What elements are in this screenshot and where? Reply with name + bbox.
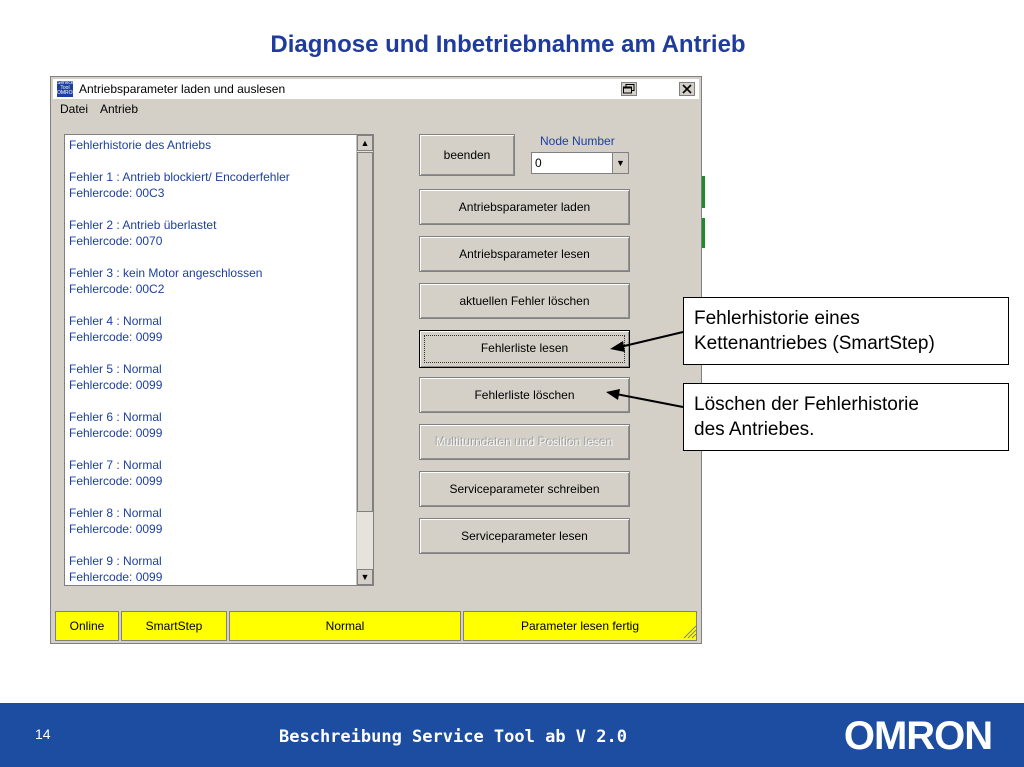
restore-window-icon: [623, 84, 635, 94]
list-scrollbar[interactable]: [356, 135, 373, 585]
slide-title: Diagnose und Inbetriebnahme am Antrieb: [270, 31, 746, 58]
list-item: [69, 345, 353, 361]
list-item: Fehlercode: 00C2: [69, 282, 165, 296]
resize-grip-icon[interactable]: [681, 623, 697, 639]
footer-text: Beschreibung Service Tool ab V 2.0: [279, 727, 627, 747]
status-online: Online: [55, 611, 119, 641]
node-number-select[interactable]: [531, 152, 629, 174]
fehlerliste-lesen-label: Fehlerliste lesen: [480, 341, 569, 355]
list-item: [69, 249, 353, 265]
close-icon: [682, 84, 692, 94]
antriebsparameter-lesen-button[interactable]: Antriebsparameter lesen: [419, 236, 630, 272]
node-number-label: Node Number: [540, 134, 615, 148]
aktuellen-fehler-loeschen-button[interactable]: aktuellen Fehler löschen: [419, 283, 630, 319]
list-item: Fehlercode: 0099: [69, 474, 163, 488]
app-window: [50, 76, 702, 644]
multiturndaten-button[interactable]: Multiturndaten und Position lesen: [419, 424, 630, 460]
list-item: [69, 537, 353, 553]
callout-delete-line1: Löschen der Fehlerhistorie: [694, 394, 919, 415]
list-item: [69, 201, 353, 217]
callout-fault-history: [683, 297, 1009, 365]
list-item: [69, 393, 353, 409]
scrollbar-thumb[interactable]: [357, 152, 373, 512]
triangle-up-icon: ▲: [360, 138, 370, 148]
callout-delete-line2: des Antriebes.: [694, 419, 815, 440]
list-item: Fehlercode: 0099: [69, 570, 163, 584]
fault-history-list[interactable]: [64, 134, 374, 586]
list-item: Fehler 1 : Antrieb blockiert/ Encoderfehler: [69, 170, 290, 184]
decorative-edge-mark: [702, 176, 705, 208]
callout-delete-history: [683, 383, 1009, 451]
app-logo-icon: [57, 80, 77, 97]
callout-history-line2: Kettenantriebes (SmartStep): [694, 333, 935, 354]
chevron-down-icon: ▼: [616, 158, 625, 168]
list-item: Fehler 9 : Normal: [69, 554, 162, 568]
list-item: Fehlercode: 0099: [69, 330, 163, 344]
antriebsparameter-laden-button[interactable]: Antriebsparameter laden: [419, 189, 630, 225]
triangle-down-icon: ▼: [360, 572, 370, 582]
list-item: Fehlercode: 0099: [69, 522, 163, 536]
status-bar: [53, 611, 699, 641]
menu-antrieb[interactable]: Antrieb: [100, 102, 139, 116]
omron-logo: [833, 716, 1003, 756]
menu-datei[interactable]: Datei: [60, 102, 89, 116]
window-title: Antriebsparameter laden und auslesen: [79, 82, 286, 96]
status-drive: SmartStep: [121, 611, 227, 641]
serviceparameter-lesen-button[interactable]: Serviceparameter lesen: [419, 518, 630, 554]
node-number-value: 0: [535, 156, 542, 170]
beenden-button[interactable]: beenden: [419, 134, 515, 176]
serviceparameter-schreiben-button[interactable]: Serviceparameter schreiben: [419, 471, 630, 507]
close-window-button[interactable]: [679, 82, 695, 96]
scroll-up-button[interactable]: [357, 135, 373, 151]
list-item: [69, 153, 353, 169]
list-item: Fehler 3 : kein Motor angeschlossen: [69, 266, 263, 280]
dropdown-button[interactable]: [612, 153, 628, 173]
focus-ring: [424, 335, 625, 363]
list-item: [69, 489, 353, 505]
list-item: Fehler 8 : Normal: [69, 506, 162, 520]
footer-bar: [0, 703, 1024, 767]
list-item: Fehler 5 : Normal: [69, 362, 162, 376]
list-item: Fehler 4 : Normal: [69, 314, 162, 328]
list-item: Fehler 2 : Antrieb überlastet: [69, 218, 217, 232]
list-item: Fehler 6 : Normal: [69, 410, 162, 424]
callout-history-line1: Fehlerhistorie eines: [694, 308, 860, 329]
window-titlebar[interactable]: [53, 79, 699, 99]
logo-wordmark: OMRON: [843, 714, 993, 758]
fehlerliste-loeschen-button[interactable]: Fehlerliste löschen: [419, 377, 630, 413]
page-number: 14: [35, 726, 51, 742]
status-state: Normal: [229, 611, 461, 641]
scroll-down-button[interactable]: [357, 569, 373, 585]
restore-window-button[interactable]: [621, 82, 637, 96]
list-item: Fehlerhistorie des Antriebs: [69, 138, 212, 152]
app-icon-label: Service Tool OMRON: [57, 80, 77, 96]
decorative-edge-mark: [702, 218, 705, 248]
list-item: Fehlercode: 0070: [69, 234, 163, 248]
list-item: [69, 441, 353, 457]
status-message: Parameter lesen fertig: [463, 611, 697, 641]
fehlerliste-lesen-button[interactable]: [419, 330, 630, 368]
list-item: Fehlercode: 0099: [69, 378, 163, 392]
list-item: Fehlercode: 00C3: [69, 186, 165, 200]
list-item: Fehler 7 : Normal: [69, 458, 162, 472]
list-item: Fehlercode: 0099: [69, 426, 163, 440]
list-item: [69, 297, 353, 313]
fault-history-content: [69, 137, 353, 585]
